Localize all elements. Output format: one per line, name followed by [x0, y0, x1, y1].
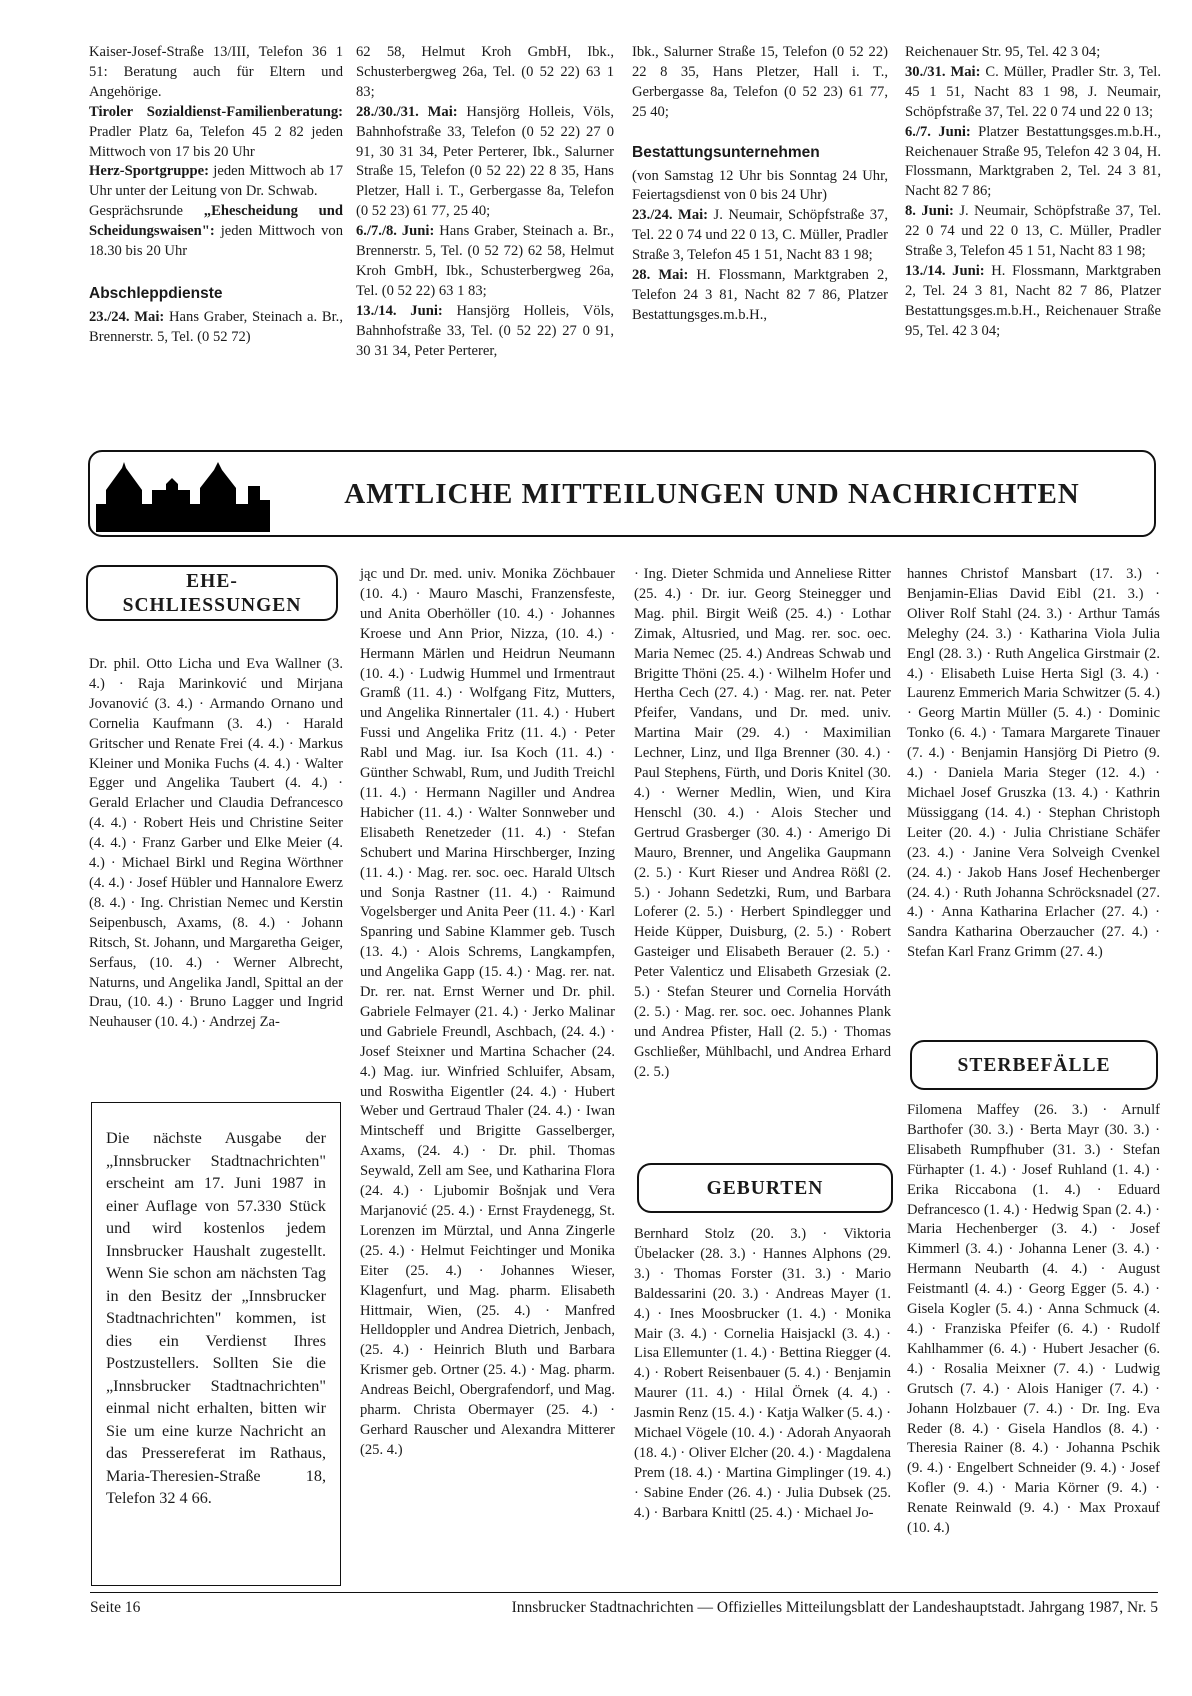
section-title-line2: SCHLIESSUNGEN — [122, 595, 302, 616]
births-column-4 — [907, 565, 1160, 963]
entry-heading: 6./7./8. Juni: — [356, 223, 435, 240]
notice-text: Die nächste Ausgabe der „Innsbrucker Stadtnachrichten" erscheint am 17. Juni 1987 in einer Auflage von 57.330 Stück und wird kostenlos jedem Innsbrucker Haushalt zugestellt. Wenn Sie schon am nächsten Tag in den Besitz der „Innsbrucker Stadtnachrichten" kommen, ist dies ein Verdienst Ihres Postzustellers. Sollten Sie die „Innsbrucker Stadtnachrichten" einmal nicht erhalten, bitten wir Sie um eine kurze Nachricht an das Pressereferat im Rathaus, Maria-Theresien-Straße 18, Telefon 32 4 66. — [106, 1129, 326, 1507]
entry-text: C. Müller, Pradler Str. 3, Tel. 45 1 51, Nacht 83 1 98, J. Neumair, Schöpfstraße 37, Tel. 22 0 74 und 22 0 13; — [905, 63, 1161, 120]
listing-text: Ibk., Salurner Straße 15, Telefon (0 52 22) 22 8 35, Hans Pletzer, Hall i. T., Gerbergasse 8a, Telefon (0 52 23) 61 77, 25 40; — [632, 44, 888, 120]
listing-text: Kaiser-Josef-Straße 13/III, Telefon 36 1 51: Beratung auch für Eltern und Angehörige. — [89, 44, 343, 100]
entry-heading: 28. Mai: — [632, 267, 689, 284]
entry-heading: 6./7. Juni: — [905, 123, 971, 140]
publication-info: Innsbrucker Stadtnachrichten — Offizielles Mitteilungsblatt der Landeshauptstadt. Jahrgang 1987, Nr. 5 — [511, 1599, 1158, 1616]
entry-text: jeden Mittwoch von 18.30 bis 20 Uhr — [89, 223, 343, 260]
deaths-column-4 — [907, 1101, 1160, 1539]
entry-heading: 28./30./31. Mai: — [356, 103, 458, 120]
section-title-geburten — [637, 1163, 893, 1213]
listing-entry — [89, 103, 343, 163]
top-column-3 — [632, 43, 888, 326]
entry-text: Hansjörg Holleis, Völs, Bahnhofstraße 33, Tel. (0 52 22) 27 0 91, 30 31 34, Peter Perterer, — [356, 302, 614, 359]
section-banner — [88, 450, 1156, 537]
section-title-text: STERBEFÄLLE — [957, 1055, 1111, 1076]
listing-entry — [632, 206, 888, 266]
listing-entry — [905, 123, 1161, 203]
listing-entry — [89, 202, 343, 262]
marriages-column-2 — [360, 565, 615, 1461]
listing-entry — [632, 266, 888, 326]
entry-text: J. Neumair, Schöpfstraße 37, Tel. 22 0 74 und 22 0 13, C. Müller, Pradler Straße 3, Telefon 45 1 51, Nacht 83 1 98; — [632, 207, 888, 264]
banner-title: AMTLICHE MITTEILUNGEN UND NACHRICHTEN — [344, 478, 1080, 510]
entry-text: Hansjörg Holleis, Völs, Bahnhofstraße 33, Telefon (0 52 22) 27 0 91, 30 31 34, Peter Perterer, Ibk., Salurner Straße 15, Telefon (0 52 22) 22 8 35, Hans Pletzer, Hall i. T., Gerbergasse 8a, Telefon (0 52 23) 61 77, 25 40; — [356, 103, 614, 220]
entry-text: Platzer Bestattungsges.m.b.H., Reichenauer Straße 95, Telefon 42 3 04, H. Flossmann, Marktgraben 2, Tel. 24 3 81, Nacht 82 7 86; — [905, 123, 1161, 200]
section-heading: Abschleppdienste — [89, 284, 223, 302]
marriages-list: Dr. phil. Otto Licha und Eva Wallner (3. 4.) · Raja Marinković und Mirjana Jovanović (3. 4.) · Armando Ornano und Cornelia Kaufmann (3. 4.) · Harald Gritscher und Renate Frei (4. 4.) · Markus Kleiner und Monika Fuchs (4. 4.) · Walter Egger und Angelika Taubert (4. 4.) · Gerald Erlacher und Claudia Defrancesco (4. 4.) · Robert Heis und Christine Seiter (4. 4.) · Franz Garber und Elke Meier (4. 4.) · Michael Birkl und Regina Wörthner (4. 4.) · Josef Hübler und Hannalore Ewerz (8. 4.) · Ing. Christian Nemec und Kerstin Seipenbusch, Axams, (8. 4.) · Johann Ritsch, St. Johann, und Margaretha Geiger, Serfaus, (10. 4.) · Werner Albrecht, Naturns, und Angelika Jandl, Spittal an der Drau, (10. 4.) · Bruno Lagger und Ingrid Neuhauser (10. 4.) · Andrzej Za- — [89, 656, 343, 1031]
listing-entry — [356, 302, 614, 362]
entry-text: H. Flossmann, Marktgraben 2, Tel. 24 3 81, Nacht 82 7 86, Platzer Bestattungsges.m.b.H., Reichenauer Straße 95, Tel. 42 3 04; — [905, 262, 1161, 339]
listing-entry — [356, 222, 614, 302]
entry-heading: 13./14. Juni: — [356, 302, 443, 319]
section-heading: Bestattungsunternehmen — [632, 143, 820, 161]
births-list: hannes Christof Mansbart (17. 3.) · Benjamin-Elias David Eibl (21. 3.) · Oliver Rolf Stahl (24. 3.) · Arthur Tamás Meleghy (24. 3.) · Katharina Viola Julia Engl (28. 3.) · Ruth Angelica Girstmair (2. 4.) · Elisabeth Luise Herta Sigl (3. 4.) · Laurenz Emmerich Maria Schwitzer (5. 4.) · Georg Martin Müller (5. 4.) · Dominic Tonko (6. 4.) · Tamara Margarete Tinauer (7. 4.) · Benjamin Hansjörg Di Pietro (9. 4.) · Daniela Maria Steger (12. 4.) · Michael Josef Gruszka (13. 4.) · Kathrin Müssiggang (14. 4.) · Stephan Christoph Leiter (20. 4.) · Julia Christiane Schäfer (23. 4.) · Janine Vera Solveigh Cvenkel (24. 4.) · Jakob Hans Josef Hechenberger (24. 4.) · Ruth Johanna Schröcksnadel (27. 4.) · Anna Katharina Erlacher (27. 4.) · Sandra Katharina Oberzaucher (27. 4.) · Stefan Karl Franz Grimm (27. 4.) — [907, 566, 1160, 961]
entry-heading: 30./31. Mai: — [905, 63, 981, 80]
births-list: Bernhard Stolz (20. 3.) · Viktoria Übelacker (28. 3.) · Hannes Alphons (29. 3.) · Thomas Forster (31. 3.) · Mario Baldessarini (20. 3.) · Andreas Mayer (1. 4.) · Ines Moosbrucker (1. 4.) · Monika Mair (3. 4.) · Cornelia Haisjackl (3. 4.) · Lisa Ellemunter (1. 4.) · Bettina Riegger (4. 4.) · Robert Reisenbauer (5. 4.) · Benjamin Maurer (11. 4.) · Hilal Örnek (4. 4.) · Jasmin Renz (15. 4.) · Katja Walker (5. 4.) · Michael Vögele (10. 4.) · Adorah Anyaorah (18. 4.) · Oliver Elcher (20. 4.) · Magdalena Prem (18. 4.) · Martina Gimplinger (19. 4.) · Sabine Ender (26. 4.) · Julia Dubsek (25. 4.) · Barbara Knittl (25. 4.) · Michael Jo- — [634, 1226, 891, 1521]
entry-prefix: Gesprächsrunde — [89, 203, 204, 220]
top-column-1 — [89, 43, 343, 348]
listing-entry — [905, 262, 1161, 342]
listing-entry — [356, 103, 614, 222]
entry-text: Hans Graber, Steinach a. Br., Brennerstr. 5, Tel. (0 52 72) — [89, 308, 343, 345]
marriages-column-3 — [634, 565, 891, 1083]
entry-heading: 13./14. Juni: — [905, 262, 985, 279]
marriages-column-1 — [89, 655, 343, 1033]
page-number: Seite 16 — [90, 1599, 141, 1616]
entry-heading: 23./24. Mai: — [632, 207, 709, 224]
city-skyline-logo — [88, 460, 278, 532]
entry-heading: Tiroler Sozialdienst-Familienberatung: — [89, 103, 343, 120]
marriages-list: · Ing. Dieter Schmida und Anneliese Ritter (25. 4.) · Dr. iur. Georg Steinegger und Mag. phil. Birgit Weiß (25. 4.) · Lothar Zimak, Altusried, und Mag. rer. soc. oec. Maria Nemec (25. 4.) Andreas Schwab und Brigitte Thöni (25. 4.) · Wilhelm Hofer und Hertha Cech (27. 4.) · Mag. rer. nat. Peter Pfeifer, Vandans, und Dr. med. univ. Martina Mair (29. 4.) · Maximilian Lechner, Linz, und Ilga Brenner (30. 4.) · Paul Stephens, Fürth, und Doris Knitel (30. 4.) · Werner Medlin, Wien, und Kira Henschl (30. 4.) · Alois Stecher und Gertrud Grasberger (30. 4.) · Amerigo Di Mauro, Brenner, und Angelika Gaupmann (2. 5.) · Kurt Rieser und Andrea Rößl (2. 5.) · Johann Sedetzki, Rum, und Barbara Loferer (2. 5.) · Herbert Spindlegger und Heide Küpper, Duisburg, (2. 5.) · Robert Gasteiger und Elisabeth Berauer (2. 5.) · Peter Valenticz und Elisabeth Grzesiak (2. 5.) · Stefan Steurer und Cornelia Horváth (2. 5.) · Mag. rer. soc. oec. Johannes Plank und Andrea Pfister, Hall (2. 5.) · Thomas Gschließer, Mühlbachl, und Andrea Erhard (2. 5.) — [634, 566, 891, 1080]
births-column-3 — [634, 1225, 891, 1524]
top-column-2 — [356, 43, 614, 362]
entry-text: J. Neumair, Schöpfstraße 37, Tel. 22 0 74 und 22 0 13, C. Müller, Pradler Straße 3, Telefon 45 1 51, Nacht 83 1 98; — [905, 203, 1161, 260]
listing-entry — [905, 202, 1161, 262]
listing-text: 62 58, Helmut Kroh GmbH, Ibk., Schusterbergweg 26a, Tel. (0 52 22) 63 1 83; — [356, 44, 614, 100]
entry-text: jeden Mittwoch ab 17 Uhr unter der Leitung von Dr. Schwab. — [89, 163, 343, 200]
entry-text: H. Flossmann, Marktgraben 2, Telefon 24 3 81, Nacht 82 7 86, Platzer Bestattungsges.m.b.H., — [632, 267, 888, 323]
top-column-4 — [905, 43, 1161, 342]
page-footer — [90, 1592, 1158, 1616]
entry-heading: „Ehescheidung und Scheidungswaisen": — [89, 203, 343, 240]
listing-entry — [89, 308, 343, 348]
entry-heading: Herz-Sportgruppe: — [89, 163, 209, 180]
listing-text: (von Samstag 12 Uhr bis Sonntag 24 Uhr, Feiertagsdienst von 0 bis 24 Uhr) — [632, 167, 888, 204]
entry-heading: 23./24. Mai: — [89, 308, 165, 325]
listing-entry — [89, 162, 343, 202]
next-issue-notice — [91, 1102, 341, 1586]
deaths-list: Filomena Maffey (26. 3.) · Arnulf Barthofer (30. 3.) · Berta Mayr (30. 3.) · Elisabeth Rumpfhuber (31. 3.) · Stefan Fürhapter (1. 4.) · Josef Ruhland (1. 4.) · Erika Riccabona (1. 4.) · Eduard Defrancesco (1. 4.) · Hedwig Span (2. 4.) · Maria Hechenberger (3. 4.) · Josef Kimmerl (3. 4.) · Johanna Lener (3. 4.) · Hermann Neubarth (4. 4.) · August Feistmantl (4. 4.) · Georg Egger (5. 4.) · Gisela Kogler (5. 4.) · Anna Schmuck (4. 4.) · Franziska Pfeifer (6. 4.) · Rudolf Kahlhammer (6. 4.) · Hubert Jesacher (6. 4.) · Rosalia Meixner (7. 4.) · Ludwig Grutsch (7. 4.) · Alois Haniger (7. 4.) · Johann Holzbauer (7. 4.) · Dr. Ing. Eva Reder (8. 4.) · Gisela Handlos (8. 4.) · Theresia Rainer (8. 4.) · Johanna Pschik (9. 4.) · Engelbert Schneider (9. 4.) · Josef Kofler (9. 4.) · Maria Körner (9. 4.) · Renate Reinwald (9. 4.) · Max Proxauf (10. 4.) — [907, 1102, 1160, 1537]
entry-text: Hans Graber, Steinach a. Br., Brennerstr. 5, Tel. (0 52 72) 62 58, Helmut Kroh GmbH, Ibk., Schusterbergweg 26a, Tel. (0 52 22) 63 1 83; — [356, 223, 614, 299]
entry-text: Pradler Platz 6a, Telefon 45 2 82 jeden Mittwoch von 17 bis 20 Uhr — [89, 123, 343, 160]
section-title-eheschliessungen — [86, 565, 338, 621]
listing-text: Reichenauer Str. 95, Tel. 42 3 04; — [905, 44, 1101, 60]
section-title-sterbefaelle — [910, 1040, 1158, 1090]
listing-entry — [905, 63, 1161, 123]
marriages-list: jąc und Dr. med. univ. Monika Zöchbauer (10. 4.) · Mauro Maschi, Franzensfeste, und Anita Oberhöller (10. 4.) · Johannes Kroese und Ann Prior, Nizza, (10. 4.) · Hermann Märlen und Heidrun Neumann (10. 4.) · Ludwig Hummel und Irmentraut Gramß (11. 4.) · Wolfgang Fitz, Mutters, und Angelika Rinnertaler (11. 4.) · Hubert Fussi und Angelika Fritz (11. 4.) · Peter Rabl und Mag. iur. Isa Koch (11. 4.) · Günther Schwabl, Rum, und Judith Treichl (11. 4.) · Hermann Nagiller und Andrea Habicher (11. 4.) · Walter Sonnweber und Elisabeth Renetzeder (11. 4.) · Stefan Schubert und Marina Hirschberger, Inzing (11. 4.) · Mag. rer. soc. oec. Harald Ultsch und Sonja Rastner (11. 4.) · Raimund Vogelsberger und Anita Peer (11. 4.) · Karl Spanring und Sabine Klammer geb. Tusch (13. 4.) · Alois Schrems, Langkampfen, und Angelika Gapp (15. 4.) · Mag. rer. nat. Dr. rer. nat. Ernst Werner und Dr. phil. Gabriele Felmayer (21. 4.) · Jerko Malinar und Gabriele Freundl, Aschbach, (24. 4.) · Josef Steixner und Martina Schacher (24. 4.) Mag. iur. Winfried Schluifer, Absam, und Roswitha Eigentler (24. 4.) · Hubert Weber und Gertraud Thaler (24. 4.) · Iwan Mintscheff und Brigitte Gasselberger, Axams, (24. 4.) · Dr. phil. Thomas Seywald, Zell am See, und Katharina Flora (24. 4.) · Ljubomir Bošnjak und Vera Marjanović (25. 4.) · Ernst Fraydenegg, St. Lorenzen im Mürztal, und Anna Zingerle (25. 4.) · Helmut Feichtinger und Monika Eiter (25. 4.) · Johannes Wieser, Klagenfurt, und Mag. pharm. Elisabeth Hittmair, Wien, (25. 4.) · Manfred Helldoppler und Andrea Dietrich, Jenbach, (25. 4.) · Heinrich Bluth und Barbara Krismer geb. Ortner (25. 4.) · Mag. pharm. Andreas Beichl, Obergrafendorf, und Mag. pharm. Christa Obermayer (25. 4.) · Gerhard Rauscher und Alexandra Mitterer (25. 4.) — [360, 566, 615, 1458]
section-title-line1: EHE- — [186, 571, 238, 592]
section-title-text: GEBURTEN — [706, 1178, 824, 1199]
entry-heading: 8. Juni: — [905, 203, 954, 220]
